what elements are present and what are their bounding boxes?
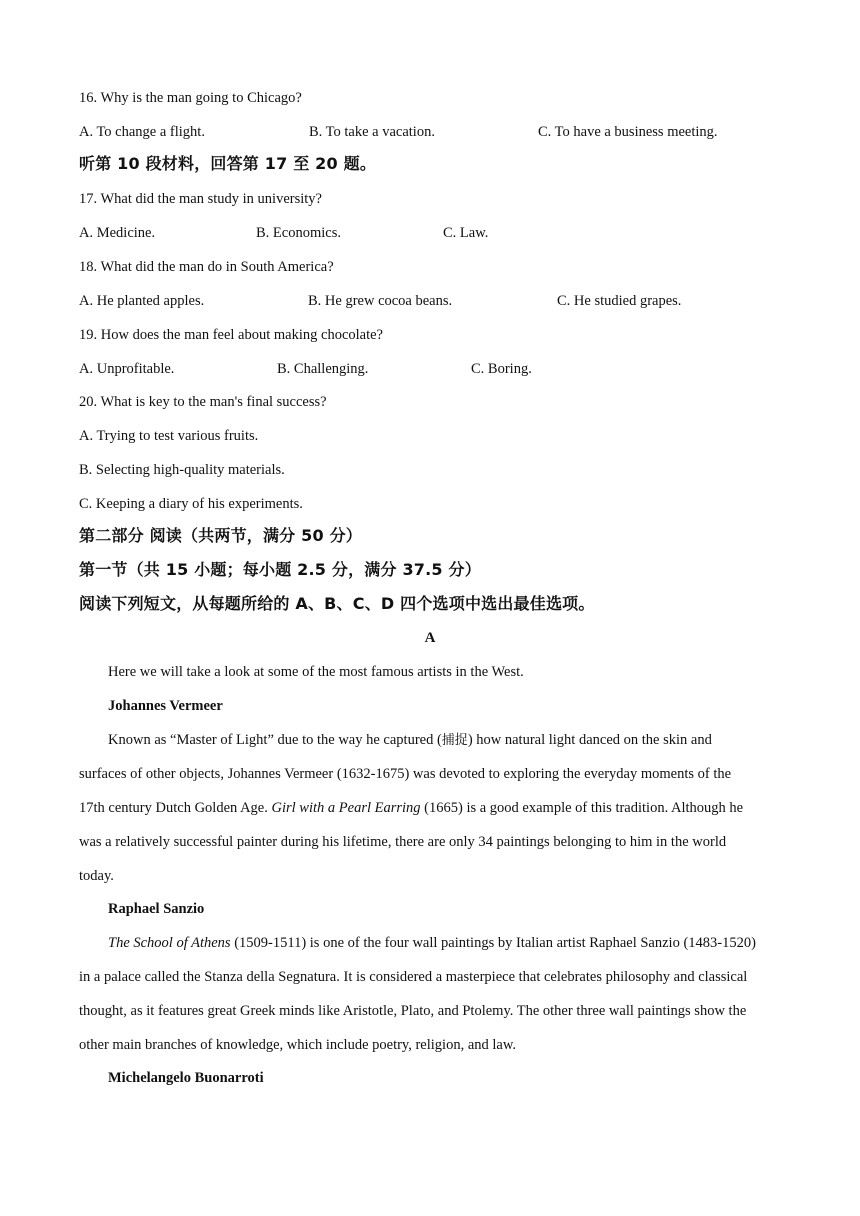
text-segment: ) how natural light danced on the skin and — [467, 732, 712, 748]
option-c: C. He studied grapes. — [557, 293, 682, 309]
vermeer-line-5: today. — [79, 868, 114, 884]
part-2-section-1: 第一节（共 15 小题；每小题 2.5 分，满分 37.5 分） — [79, 560, 481, 579]
artist-heading-vermeer: Johannes Vermeer — [108, 698, 223, 714]
section-10-heading: 听第 10 段材料，回答第 17 至 20 题。 — [79, 154, 377, 173]
vermeer-line-4: was a relatively successful painter during his lifetime, there are only 34 paintings belonging to him in the world — [79, 834, 727, 850]
vermeer-line-3 — [79, 798, 790, 818]
painting-title: Girl with a Pearl Earring — [271, 800, 421, 816]
raphael-line-2: in a palace called the Stanza della Segnatura. It is considered a masterpiece that celebrates philosophy and classical — [79, 969, 748, 985]
question-16-stem: 16. Why is the man going to Chicago? — [79, 90, 302, 106]
option-a: A. Medicine. — [79, 225, 156, 241]
option-a: A. Unprofitable. — [79, 361, 175, 377]
option-a: A. He planted apples. — [79, 293, 205, 309]
question-20-stem: 20. What is key to the man's final success? — [79, 394, 327, 410]
option-c: C. To have a business meeting. — [538, 124, 718, 140]
passage-intro: Here we will take a look at some of the most famous artists in the West. — [108, 664, 524, 680]
option-b: B. Challenging. — [277, 361, 369, 377]
text-segment: (1509-1511) is one of the four wall paintings by Italian artist Raphael Sanzio (1483-1520) — [230, 935, 756, 951]
raphael-line-1 — [108, 933, 800, 953]
question-20-option-b: B. Selecting high-quality materials. — [79, 462, 285, 478]
raphael-line-3: thought, as it features great Greek minds like Aristotle, Plato, and Ptolemy. The other three wall paintings show the — [79, 1003, 747, 1019]
vermeer-line-1 — [108, 730, 800, 751]
option-b: B. He grew cocoa beans. — [308, 293, 453, 309]
painting-title: The School of Athens — [108, 935, 231, 951]
question-17-stem: 17. What did the man study in university? — [79, 191, 322, 207]
artist-heading-michelangelo: Michelangelo Buonarroti — [108, 1070, 264, 1086]
raphael-line-4: other main branches of knowledge, which include poetry, religion, and law. — [79, 1037, 517, 1053]
part-2-instruction: 阅读下列短文，从每题所给的 A、B、C、D 四个选项中选出最佳选项。 — [79, 594, 595, 613]
artist-heading-raphael: Raphael Sanzio — [108, 901, 205, 917]
text-segment: Known as “Master of Light” due to the way he captured ( — [108, 732, 442, 748]
option-c: C. Boring. — [471, 361, 532, 377]
vermeer-line-2: surfaces of other objects, Johannes Vermeer (1632-1675) was devoted to exploring the everyday moments of the — [79, 766, 732, 782]
part-2-title: 第二部分 阅读（共两节，满分 50 分） — [79, 526, 362, 545]
option-b: B. To take a vacation. — [309, 124, 435, 140]
text-segment: 17th century Dutch Golden Age. — [79, 800, 272, 816]
question-19-stem: 19. How does the man feel about making chocolate? — [79, 327, 383, 343]
option-a: A. To change a flight. — [79, 124, 205, 140]
question-20-option-a: A. Trying to test various fruits. — [79, 428, 259, 444]
text-segment: (1665) is a good example of this tradition. Although he — [420, 800, 744, 816]
option-c: C. Law. — [443, 225, 489, 241]
chinese-gloss: 捕捉 — [441, 733, 468, 748]
passage-label: A — [424, 630, 436, 646]
question-20-option-c: C. Keeping a diary of his experiments. — [79, 496, 303, 512]
question-18-stem: 18. What did the man do in South America? — [79, 259, 334, 275]
option-b: B. Economics. — [256, 225, 341, 241]
